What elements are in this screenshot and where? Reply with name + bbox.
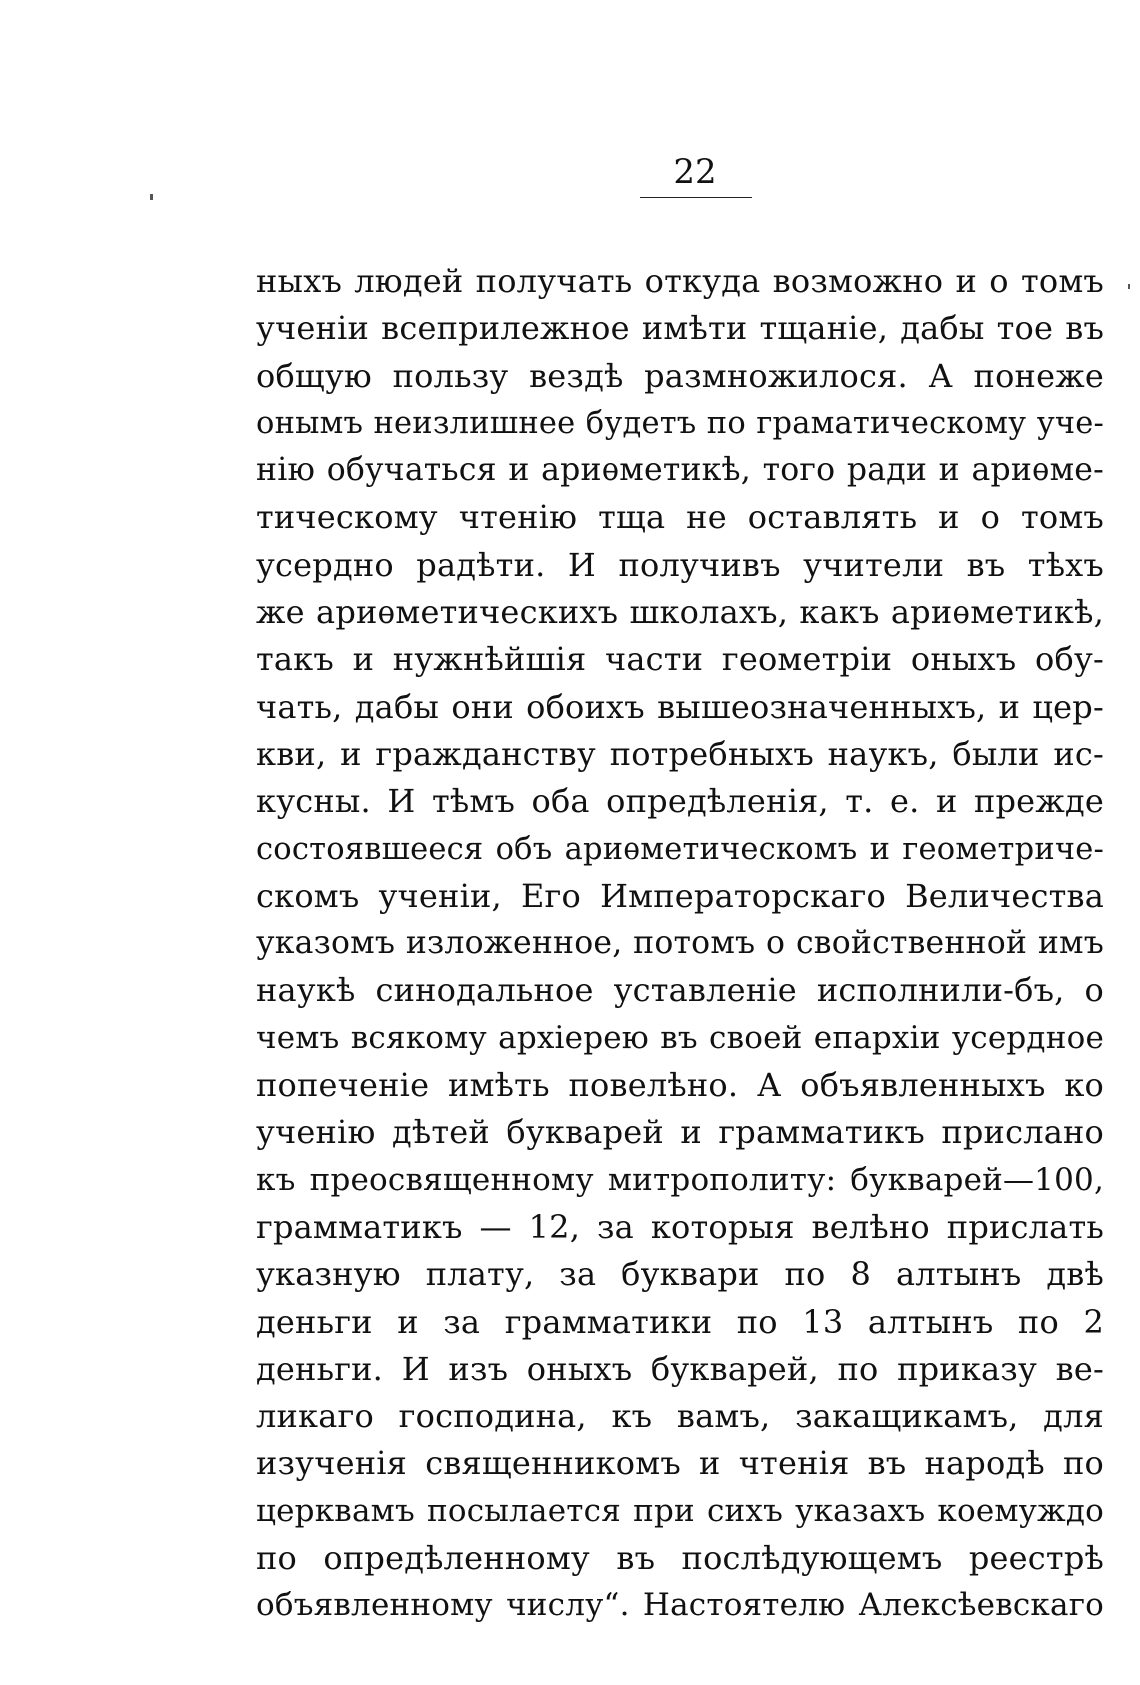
text-line: ученію дѣтей букварей и грамматикъ прислано — [256, 1113, 1104, 1152]
text-line: чемъ всякому архіерею въ своей епархіи усердное — [256, 1019, 1104, 1056]
text-line: деньги и за грамматики по 13 алтынъ по 2 — [256, 1302, 1104, 1341]
text-line: къ преосвященному митрополиту: букварей—100, — [256, 1161, 1104, 1198]
body-text — [256, 258, 1104, 1630]
text-line: онымъ неизлишнее будетъ по граматическому уче- — [256, 405, 1104, 441]
text-line: деньги. И изъ оныхъ букварей, по приказу ве- — [256, 1349, 1104, 1388]
text-line: грамматикъ — 12, за которыя велѣно прислать — [256, 1207, 1104, 1246]
text-line: объявленному числу“. Настоятелю Алексѣевскаго — [256, 1587, 1104, 1624]
text-line: общую пользу вездѣ размножилося. А понеже — [256, 356, 1104, 395]
text-line: наукѣ синодальное уставленіе исполнили-бъ, о — [256, 971, 1104, 1010]
text-line: тическому чтенію тща не оставлять и о томъ — [256, 498, 1104, 537]
text-line: скомъ ученіи, Его Императорскаго Величества — [256, 876, 1104, 915]
text-line: попеченіе имѣть повелѣно. А объявленныхъ ко — [256, 1066, 1104, 1105]
text-line: кви, и гражданству потребныхъ наукъ, были ис- — [256, 734, 1104, 773]
text-line: ученіи всеприлежное имѣти тщаніе, дабы тое въ — [256, 309, 1104, 348]
text-line: ныхъ людей получать откуда возможно и о томъ — [256, 262, 1104, 300]
page-number-rule — [640, 197, 752, 198]
text-line: же ариѳметическихъ школахъ, какъ ариѳметикѣ, — [256, 593, 1104, 632]
text-line: чать, дабы они обоихъ вышеозначенныхъ, и цер- — [256, 687, 1104, 726]
text-line: указомъ изложенное, потомъ о свойственной имъ — [256, 925, 1104, 962]
text-line: церквамъ посылается при сихъ указахъ коемуждо — [256, 1492, 1104, 1529]
page-number: 22 — [673, 152, 717, 192]
text-line: ликаго господина, къ вамъ, закащикамъ, для — [256, 1397, 1104, 1436]
text-line: по опредѣленному въ послѣдующемъ реестрѣ — [256, 1539, 1104, 1578]
margin-speck — [1128, 284, 1130, 289]
text-line: кусны. И тѣмъ оба опредѣленія, т. е. и прежде — [256, 782, 1104, 821]
margin-speck — [150, 194, 153, 200]
text-line: такъ и нужнѣйшія части геометріи оныхъ обу- — [256, 640, 1104, 679]
text-line: состоявшееся объ ариѳметическомъ и геометриче- — [256, 831, 1104, 867]
text-line: нію обучаться и ариѳметикѣ, того ради и ариѳме- — [256, 452, 1104, 489]
text-line: изученія священникомъ и чтенія въ народѣ по — [256, 1444, 1104, 1483]
text-line: усердно радѣти. И получивъ учители въ тѣхъ — [256, 545, 1104, 584]
text-line: указную плату, за буквари по 8 алтынъ двѣ — [256, 1255, 1104, 1294]
